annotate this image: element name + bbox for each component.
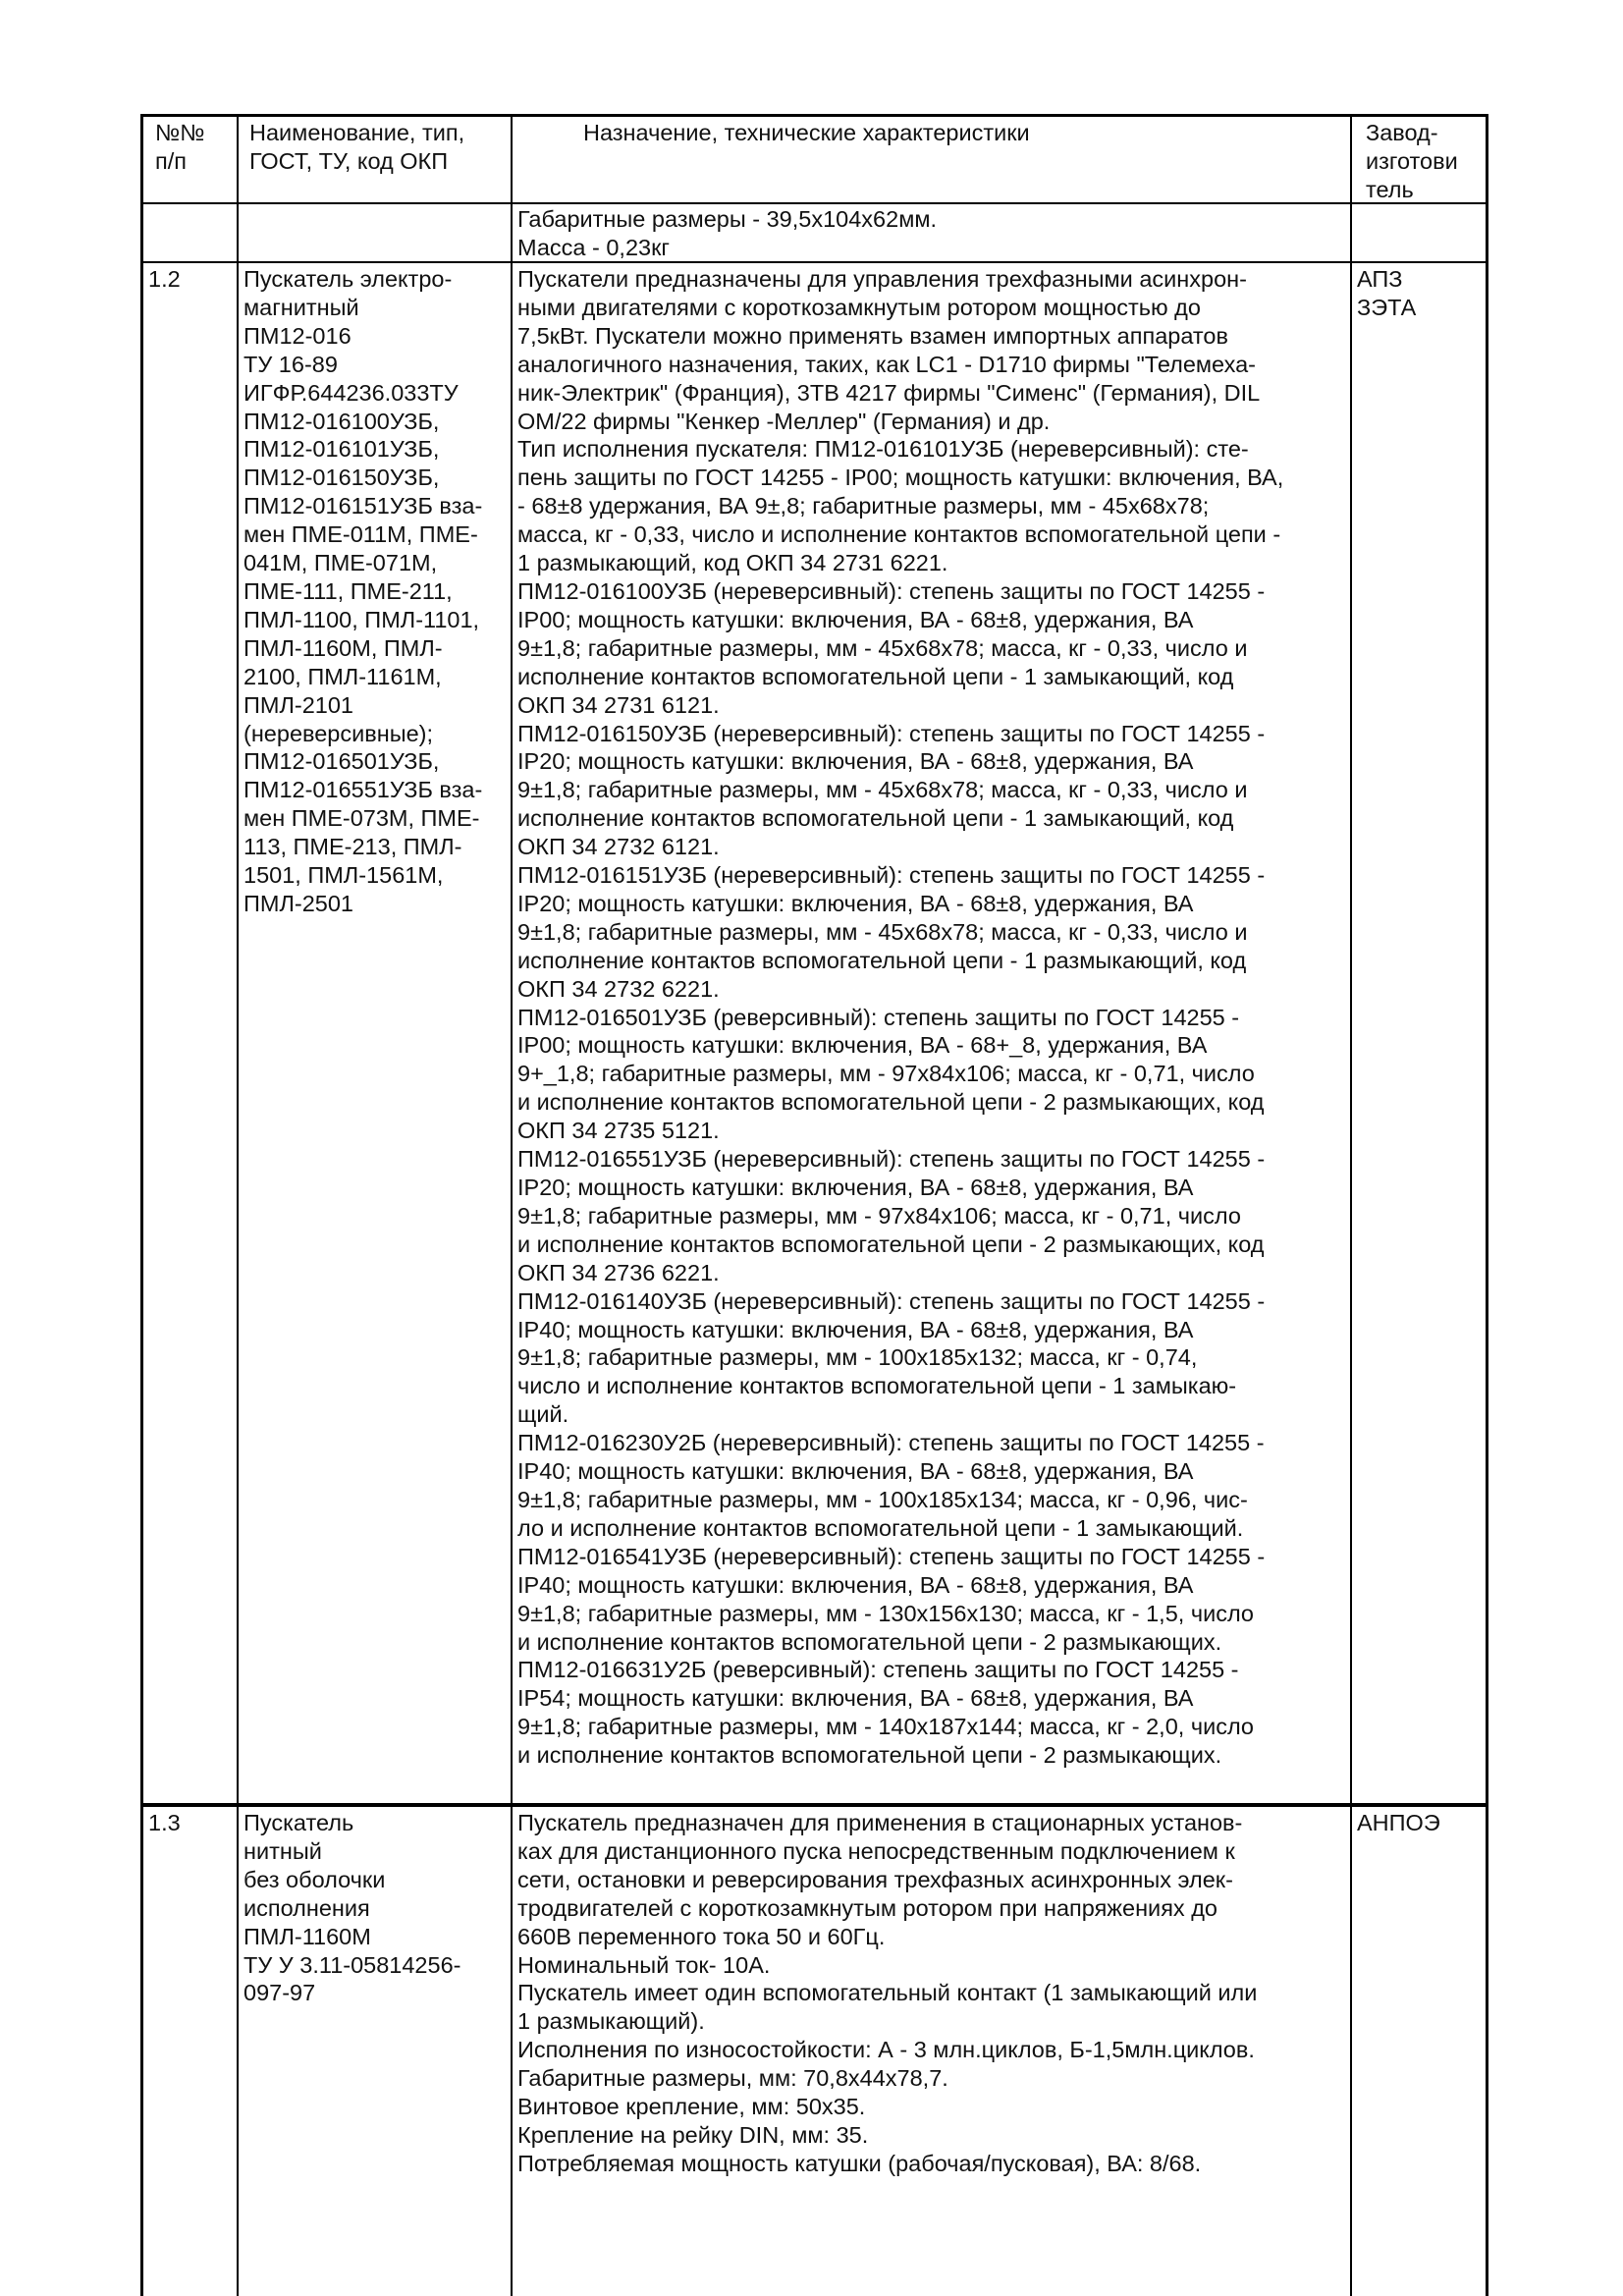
row-1-2-number: 1.2 [148, 266, 181, 292]
header-manufacturer: Завод- изготови тель [1366, 120, 1458, 202]
column-divider [511, 114, 513, 2296]
row-1-3-manufacturer: АНПОЭ [1357, 1810, 1440, 1835]
header-purpose-specs: Назначение, технические характеристики [583, 120, 1030, 145]
header-bottom-border [140, 202, 1488, 204]
header-name-type: Наименование, тип, ГОСТ, ТУ, код ОКП [249, 120, 465, 174]
table-top-border [140, 114, 1488, 117]
table-left-border [140, 114, 143, 2296]
column-divider [237, 114, 239, 2296]
row-1-2-description: Пускатели предназначены для управления трехфазными асинхрон- ными двигателями с короткозамкнутым ротором мощностью до 7,5кВт. Пускатели можно применять взамен импортных аппаратов аналогичного назначения, таких, как LC1 - D1710 фирмы "Телемеха- ник-Электрик" (Франция), 3ТВ 4217 фирмы "Сименс" (Германия), DIL OM/22 фирмы "Кенкер -Меллер" (Германия) и др. Тип исполнения пускателя: ПМ12-016101УЗБ (нереверсивный): сте- пень защиты по ГОСТ 14255 - IP00; мощность катушки: включения, ВА, - 68±8 удержания, ВА 9±,8; габаритные размеры, мм - 45х68х78; масса, кг - 0,33, число и исполнение контактов вспомогательной цепи - 1 размыкающий, код ОКП 34 2731 6221. ПМ12-016100УЗБ (нереверсивный): степень защиты по ГОСТ 14255 - IP00; мощность катушки: включения, ВА - 68±8, удержания, ВА 9±1,8; габаритные размеры, мм - 45х68х78; масса, кг - 0,33, число и исполнение контактов вспомогательной цепи - 1 замыкающий, код ОКП 34 2731 6121. ПМ12-016150УЗБ (нереверсивный): степень защиты по ГОСТ 14255 - IP20; мощность катушки: включения, ВА - 68±8, удержания, ВА 9±1,8; габаритные размеры, мм - 45х68х78; масса, кг - 0,33, число и исполнение контактов вспомогательной цепи - 1 замыкающий, код ОКП 34 2732 6121. ПМ12-016151УЗБ (нереверсивный): степень защиты по ГОСТ 14255 - IP20; мощность катушки: включения, ВА - 68±8, удержания, ВА 9±1,8; габаритные размеры, мм - 45х68х78; масса, кг - 0,33, число и исполнение контактов вспомогательной цепи - 1 размыкающий, код ОКП 34 2732 6221. ПМ12-016501УЗБ (реверсивный): степень защиты по ГОСТ 14255 - IP00; мощность катушки: включения, ВА - 68+_8, удержания, ВА 9+_1,8; габаритные размеры, мм - 97х84х106; масса, кг - 0,71, число и исполнение контактов вспомогательной цепи - 2 размыкающих, код ОКП 34 2735 5121. ПМ12-016551УЗБ (нереверсивный): степень защиты по ГОСТ 14255 - IP20; мощность катушки: включения, ВА - 68±8, удержания, ВА 9±1,8; габаритные размеры, мм - 97х84х106; масса, кг - 0,71, число и исполнение контактов вспомогательной цепи - 2 размыкающих, код ОКП 34 2736 6221. ПМ12-016140УЗБ (нереверсивный): степень защиты по ГОСТ 14255 - IP40; мощность катушки: включения, ВА - 68±8, удержания, ВА 9±1,8; габаритные размеры, мм - 100х185х132; масса, кг - 0,74, число и исполнение контактов вспомогательной цепи - 1 замыкаю- щий. ПМ12-016230У2Б (нереверсивный): степень защиты по ГОСТ 14255 - IP40; мощность катушки: включения, ВА - 68±8, удержания, ВА 9±1,8; габаритные размеры, мм - 100х185х134; масса, кг - 0,96, чис- ло и исполнение контактов вспомогательной цепи - 1 замыкающий. ПМ12-016541УЗБ (нереверсивный): степень защиты по ГОСТ 14255 - IP40; мощность катушки: включения, ВА - 68±8, удержания, ВА 9±1,8; габаритные размеры, мм - 130х156х130; масса, кг - 1,5, число и исполнение контактов вспомогательной цепи - 2 размыкающих. ПМ12-016631У2Б (реверсивный): степень защиты по ГОСТ 14255 - IP54; мощность катушки: включения, ВА - 68±8, удержания, ВА 9±1,8; габаритные размеры, мм - 140х187х144; масса, кг - 2,0, число и исполнение контактов вспомогательной цепи - 2 размыкающих. [517, 266, 1284, 1769]
table-right-border [1486, 114, 1488, 2296]
row-divider [140, 1803, 1488, 1807]
row-1-3-number: 1.3 [148, 1810, 181, 1835]
column-divider [1350, 114, 1352, 2296]
row-continuation-description: Габаритные размеры - 39,5х104х62мм. Масса - 0,23кг [517, 206, 938, 260]
row-1-2-name: Пускатель электро- магнитный ПМ12-016 ТУ 16-89 ИГФР.644236.033ТУ ПМ12-016100УЗБ, ПМ12-016101УЗБ, ПМ12-016150УЗБ, ПМ12-016151УЗБ вза- мен ПМЕ-011М, ПМЕ- 041М, ПМЕ-071М, ПМЕ-111, ПМЕ-211, ПМЛ-1100, ПМЛ-1101, ПМЛ-1160М, ПМЛ- 2100, ПМЛ-1161М, ПМЛ-2101 (нереверсивные); ПМ12-016501УЗБ, ПМ12-016551УЗБ вза- мен ПМЕ-073М, ПМЕ- 113, ПМЕ-213, ПМЛ- 1501, ПМЛ-1561М, ПМЛ-2501 [243, 266, 483, 916]
row-1-3-description: Пускатель предназначен для применения в стационарных установ- ках для дистанционного пуска непосредственным подключением к сети, остановки и реверсирования трехфазных асинхронных элек- тродвигателей с короткозамкнутым ротором при напряжениях до 660В переменного тока 50 и 60Гц. Номинальный ток- 10А. Пускатель имеет один вспомогательный контакт (1 замыкающий или 1 размыкающий). Исполнения по износостойкости: А - 3 млн.циклов, Б-1,5млн.циклов. Габаритные размеры, мм: 70,8х44х78,7. Винтовое крепление, мм: 50х35. Крепление на рейку DIN, мм: 35. Потребляемая мощность катушки (рабочая/пусковая), ВА: 8/68. [517, 1810, 1258, 2176]
row-1-2-manufacturer: АПЗ ЗЭТА [1357, 266, 1417, 320]
row-1-3-name: Пускатель нитный без оболочки исполнения ПМЛ-1160М ТУ У 3.11-05814256- 097-97 [243, 1810, 461, 2006]
header-number: №№ п/п [155, 120, 205, 174]
